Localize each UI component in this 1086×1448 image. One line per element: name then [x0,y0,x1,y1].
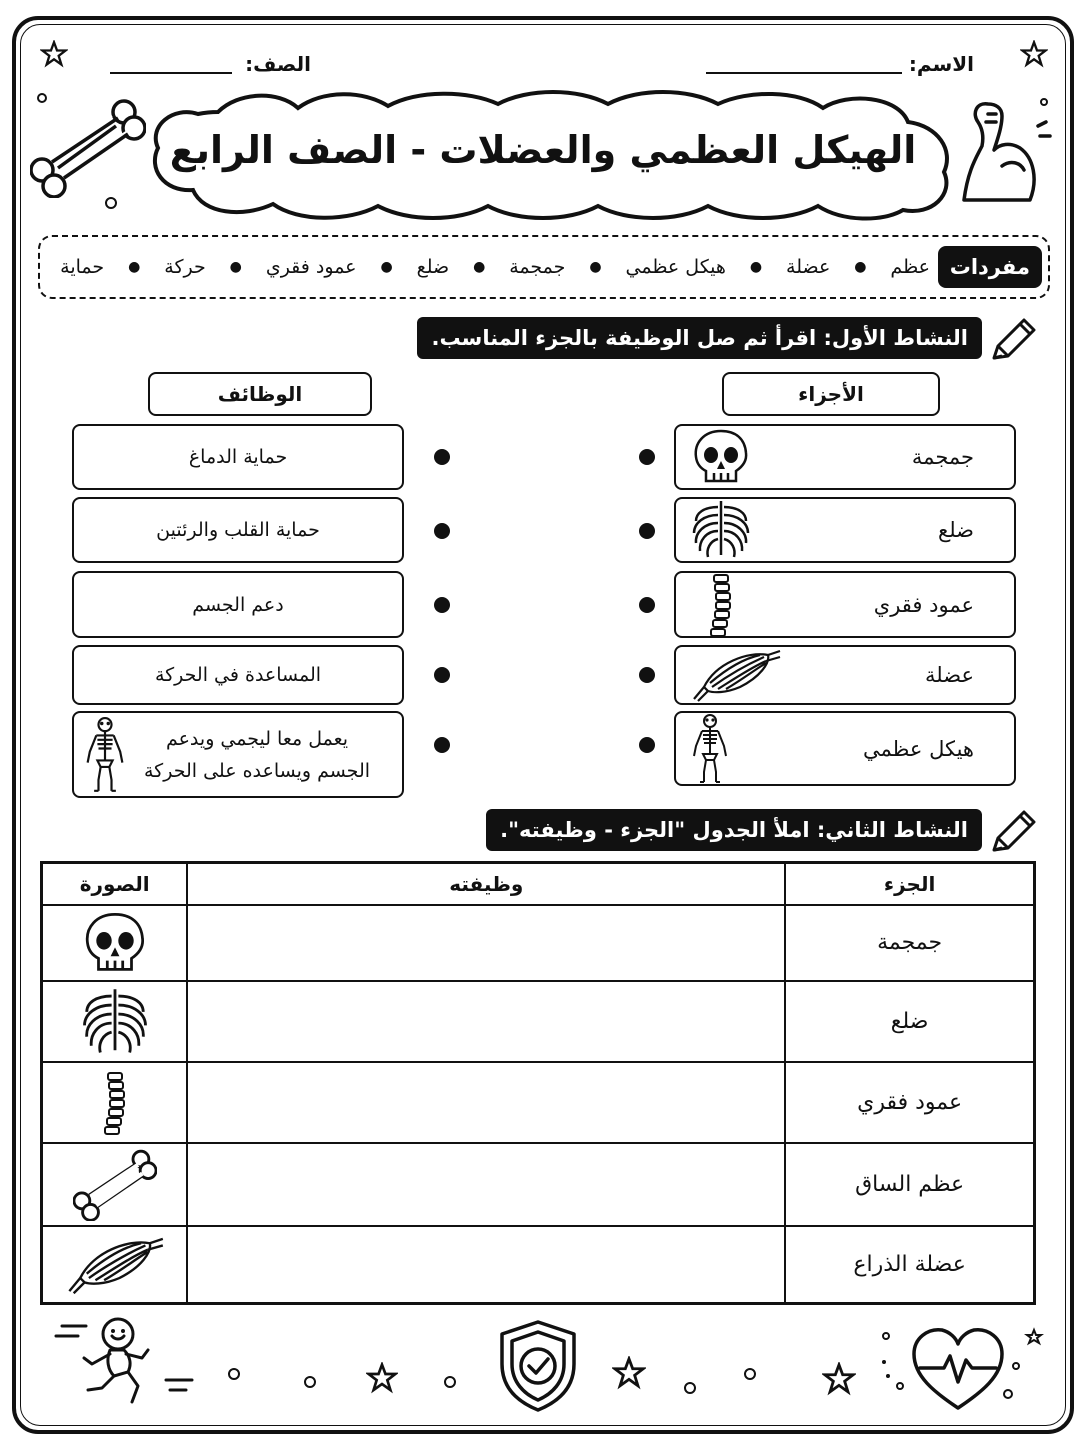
star-icon [366,1362,398,1394]
bullet-dot: ● [229,259,242,275]
match-dot-part[interactable] [639,737,655,753]
circle-icon [742,1366,758,1382]
functions-header: الوظائف [148,372,372,416]
col-header-function: وظيفته [187,863,785,905]
function-text [130,723,384,787]
vocab-word: هيكل عظمي [625,256,726,278]
vocab-word: حركة [164,256,206,278]
skeleton-icon [690,714,730,784]
table-header-row [42,863,1035,905]
circle-icon [302,1374,318,1390]
match-dot-part[interactable] [639,449,655,465]
star-icon [40,40,68,68]
match-dot-part[interactable] [639,667,655,683]
bullet-dot: ● [589,259,602,275]
match-dot-function[interactable] [434,667,450,683]
function-label: المساعدة في الحركة [154,664,322,686]
table-row [42,1143,1035,1226]
class-input-line[interactable] [110,72,232,74]
part-label: جمجمة [911,445,974,469]
function-item[interactable] [72,424,404,490]
vocab-word: عضلة [786,256,831,278]
bullet-dot: ● [749,259,763,275]
table-row [42,1062,1035,1143]
spine-icon [84,1068,146,1138]
function-item[interactable] [72,571,404,638]
row-part: عضلة الذراع [785,1226,1034,1303]
flexed-arm-icon [958,96,1054,206]
part-item-skull[interactable] [674,424,1016,490]
row-image [42,905,188,982]
bullet-dot: ● [380,259,393,275]
muscle-icon [690,647,782,703]
muscle-icon [65,1232,165,1298]
table-row [42,1226,1035,1303]
part-label: ضلع [938,518,974,542]
star-icon [1020,40,1048,68]
vocab-word: جمجمة [509,256,566,278]
table-row [42,981,1035,1062]
part-item-skeleton[interactable] [674,711,1016,786]
vocab-word: عظم [890,256,930,278]
match-dot-function[interactable] [434,449,450,465]
name-label: الاسم: [908,52,974,76]
function-item-skeleton[interactable] [72,711,404,798]
ribcage-icon [690,499,752,561]
function-label: دعم الجسم [192,593,284,616]
row-function-input[interactable] [187,1226,785,1303]
circle-icon [226,1366,242,1382]
circle-icon [442,1374,458,1390]
vocab-word: ضلع [416,256,450,278]
pencil-icon [988,808,1038,856]
row-image [42,1143,188,1226]
bone-icon [30,98,146,198]
function-item[interactable] [72,645,404,705]
parts-header: الأجزاء [722,372,940,416]
row-image [42,1226,188,1303]
bullet-dot: ● [473,259,486,275]
row-function-input[interactable] [187,905,785,982]
star-icon [612,1356,646,1390]
activity1-title: النشاط الأول: اقرأ ثم صل الوظيفة بالجزء المناسب. [417,317,982,359]
bullet-dot: ● [128,259,141,275]
bullet-dot: ● [854,259,867,275]
part-label: عضلة [925,663,974,687]
row-function-input[interactable] [187,1143,785,1226]
row-function-input[interactable] [187,1062,785,1143]
circle-icon [104,196,118,210]
vocab-word: حماية [60,256,105,278]
name-input-line[interactable] [706,72,902,74]
col-header-part: الجزء [785,863,1034,905]
row-image [42,1062,188,1143]
table-row [42,905,1035,982]
page-title: الهيكل العظمي والعضلات - الصف الرابع [169,128,917,172]
match-dot-part[interactable] [639,523,655,539]
shield-check-icon [496,1318,580,1414]
parts-function-table [40,861,1036,1305]
match-dot-function[interactable] [434,737,450,753]
activity2-title: النشاط الثاني: املأ الجدول "الجزء - وظيفته". [486,809,982,851]
circle-icon [682,1380,698,1396]
vocab-word: عمود فقري [265,256,357,278]
function-label: حماية الدماغ [188,446,288,468]
pencil-icon [988,316,1038,364]
skull-icon [690,427,752,487]
ribcage-icon [79,987,151,1057]
match-dot-function[interactable] [434,597,450,613]
bone-icon [73,1149,157,1221]
heartbeat-icon [876,1322,1056,1414]
spine-icon [690,573,752,637]
row-part: ضلع [785,981,1034,1062]
part-label: عمود فقري [873,592,974,617]
match-dot-function[interactable] [434,523,450,539]
class-label: الصف: [245,52,311,76]
part-item-rib[interactable] [674,497,1016,563]
row-image [42,981,188,1062]
row-part: عمود فقري [785,1062,1034,1143]
part-item-muscle[interactable] [674,645,1016,705]
vocab-list [60,246,930,288]
function-label-line2: الجسم ويساعده على الحركة [143,759,371,782]
row-part: جمجمة [785,905,1034,982]
function-label-line1: يعمل معا ليجمي ويدعم [165,727,349,750]
circle-icon [36,92,48,104]
match-dot-part[interactable] [639,597,655,613]
part-item-spine[interactable] [674,571,1016,638]
skeleton-icon [80,717,130,793]
skull-icon [80,910,150,976]
col-header-image: الصورة [42,863,188,905]
vocab-label: مفردات [938,246,1042,288]
function-item[interactable] [72,497,404,563]
row-part: عظم الساق [785,1143,1034,1226]
row-function-input[interactable] [187,981,785,1062]
running-kid-icon [52,1314,202,1410]
star-icon [822,1362,856,1396]
part-label: هيكل عظمي [863,736,974,761]
function-label: حماية القلب والرئتين [156,519,320,541]
